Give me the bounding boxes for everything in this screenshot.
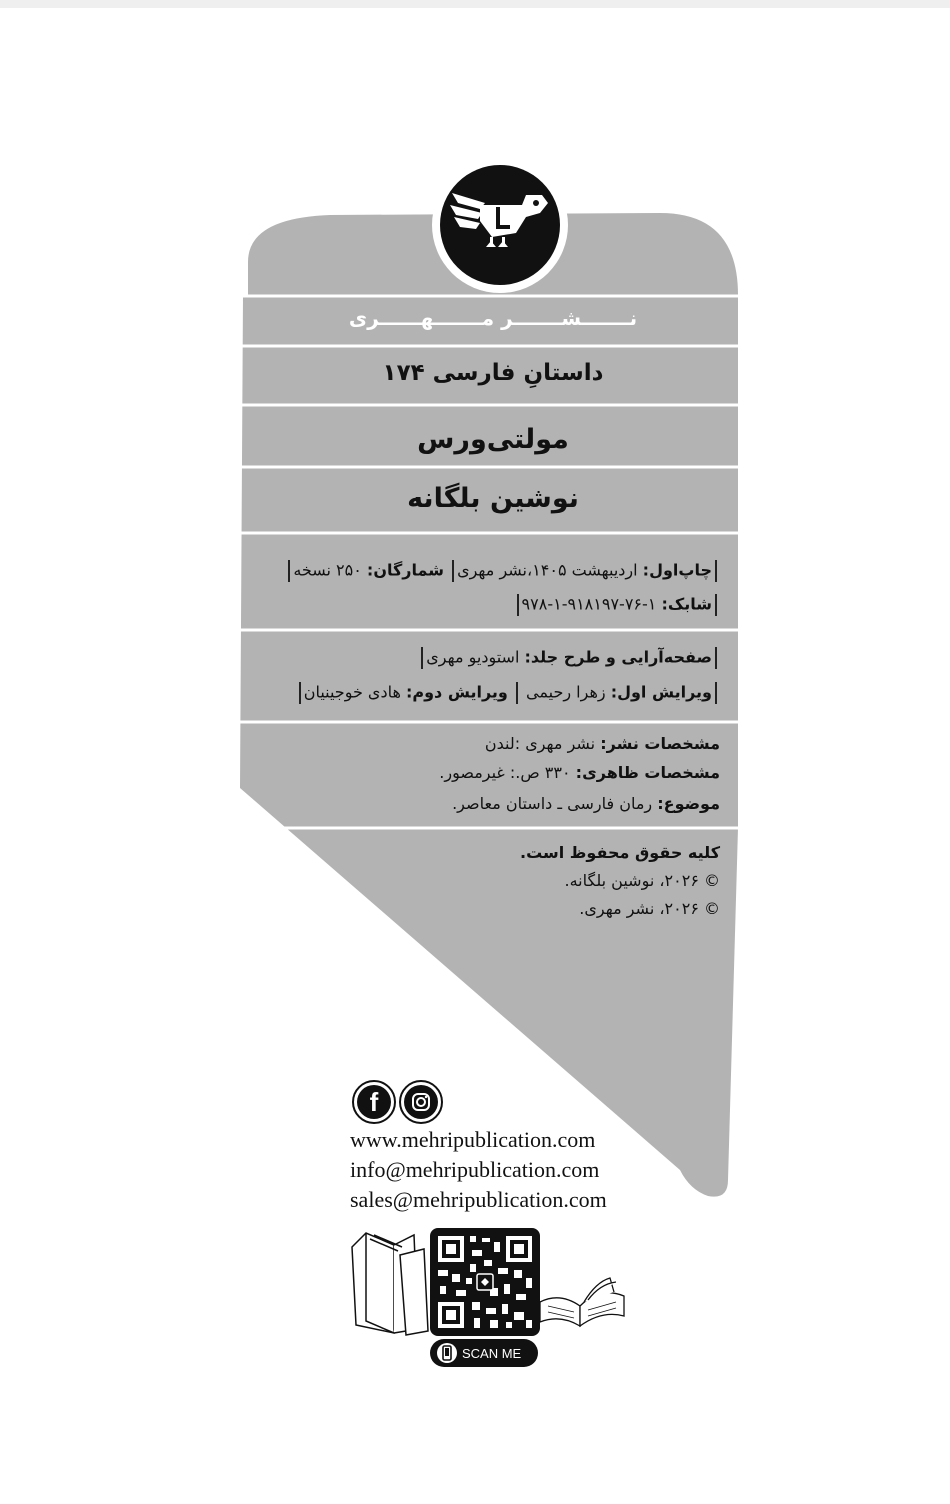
info-email-link[interactable]: info@mehripublication.com [350,1157,600,1182]
author-name: نوشین بلگانه [407,483,579,514]
editor1-label: ویرایش اول: [610,682,712,702]
divider-bar [288,560,290,582]
physical-value: ۳۳۰ ص.: غیرمصور. [439,763,571,782]
subject-label: موضوع: [657,794,720,813]
scan-me-label: SCAN ME [462,1346,522,1361]
print-line [285,560,720,582]
divider-bar [715,560,717,582]
publication-line [485,734,720,753]
copyright-publisher: © ۲۰۲۶، نشر مهری. [579,899,720,918]
divider-bar [517,594,519,616]
qr-code-icon[interactable] [430,1228,540,1336]
divider-bar [299,682,301,704]
books-icon [348,1225,432,1337]
isbn-value: ۱-۷۶-۹۱۸۱۹۷-۱-۹۷۸ [521,594,657,614]
publisher-name: نـــــــشـــــــر مـــــــهــــــری [348,306,638,330]
isbn-line [514,594,720,616]
subject-value: رمان فارسی ـ داستان معاصر. [452,794,653,813]
open-book-icon [536,1272,628,1330]
design-value: استودیو مهری [426,647,520,667]
design-line [418,647,720,669]
editor2-value: هادی خوجینیان [303,682,401,702]
subject-line [452,794,720,813]
bird-logo-icon [430,155,570,295]
divider-bar [715,594,717,616]
copyright-author: © ۲۰۲۶، نوشین بلگانه. [564,871,720,890]
divider-bar [715,647,717,669]
phone-icon [436,1342,458,1364]
facebook-icon[interactable]: f [352,1080,396,1124]
first-print-value: اردیبهشت ۱۴۰۵،نشر مهری [457,560,638,580]
divider-bar [516,682,518,704]
rights-notice: کلیه حقوق محفوظ است. [520,843,720,862]
physical-label: مشخصات ظاهری: [575,763,720,782]
editor2-label: ویرایش دوم: [405,682,508,702]
divider-bar [421,647,423,669]
divider-bar [715,682,717,704]
editors-line [296,682,720,704]
first-print-label: چاپ‌اول: [642,560,712,580]
physical-line [439,763,720,782]
design-label: صفحه‌آرایی و طرح جلد: [524,647,712,667]
scan-me-button[interactable] [430,1339,538,1367]
book-title: مولتی‌ورس [417,424,569,455]
website-link[interactable]: www.mehripublication.com [350,1127,596,1152]
series-title: داستانِ فارسی ۱۷۴ [382,360,604,386]
print-count-label: شمارگان: [366,560,444,580]
editor1-value: زهرا رحیمی [526,682,606,702]
sales-email-link[interactable]: sales@mehripublication.com [350,1187,607,1212]
print-count-value: ۲۵۰ نسخه [293,560,362,580]
instagram-icon[interactable] [399,1080,443,1124]
isbn-label: شابک: [661,594,712,614]
divider-bar [452,560,454,582]
publication-label: مشخصات نشر: [600,734,720,753]
publication-value: نشر مهری :لندن [484,734,596,753]
